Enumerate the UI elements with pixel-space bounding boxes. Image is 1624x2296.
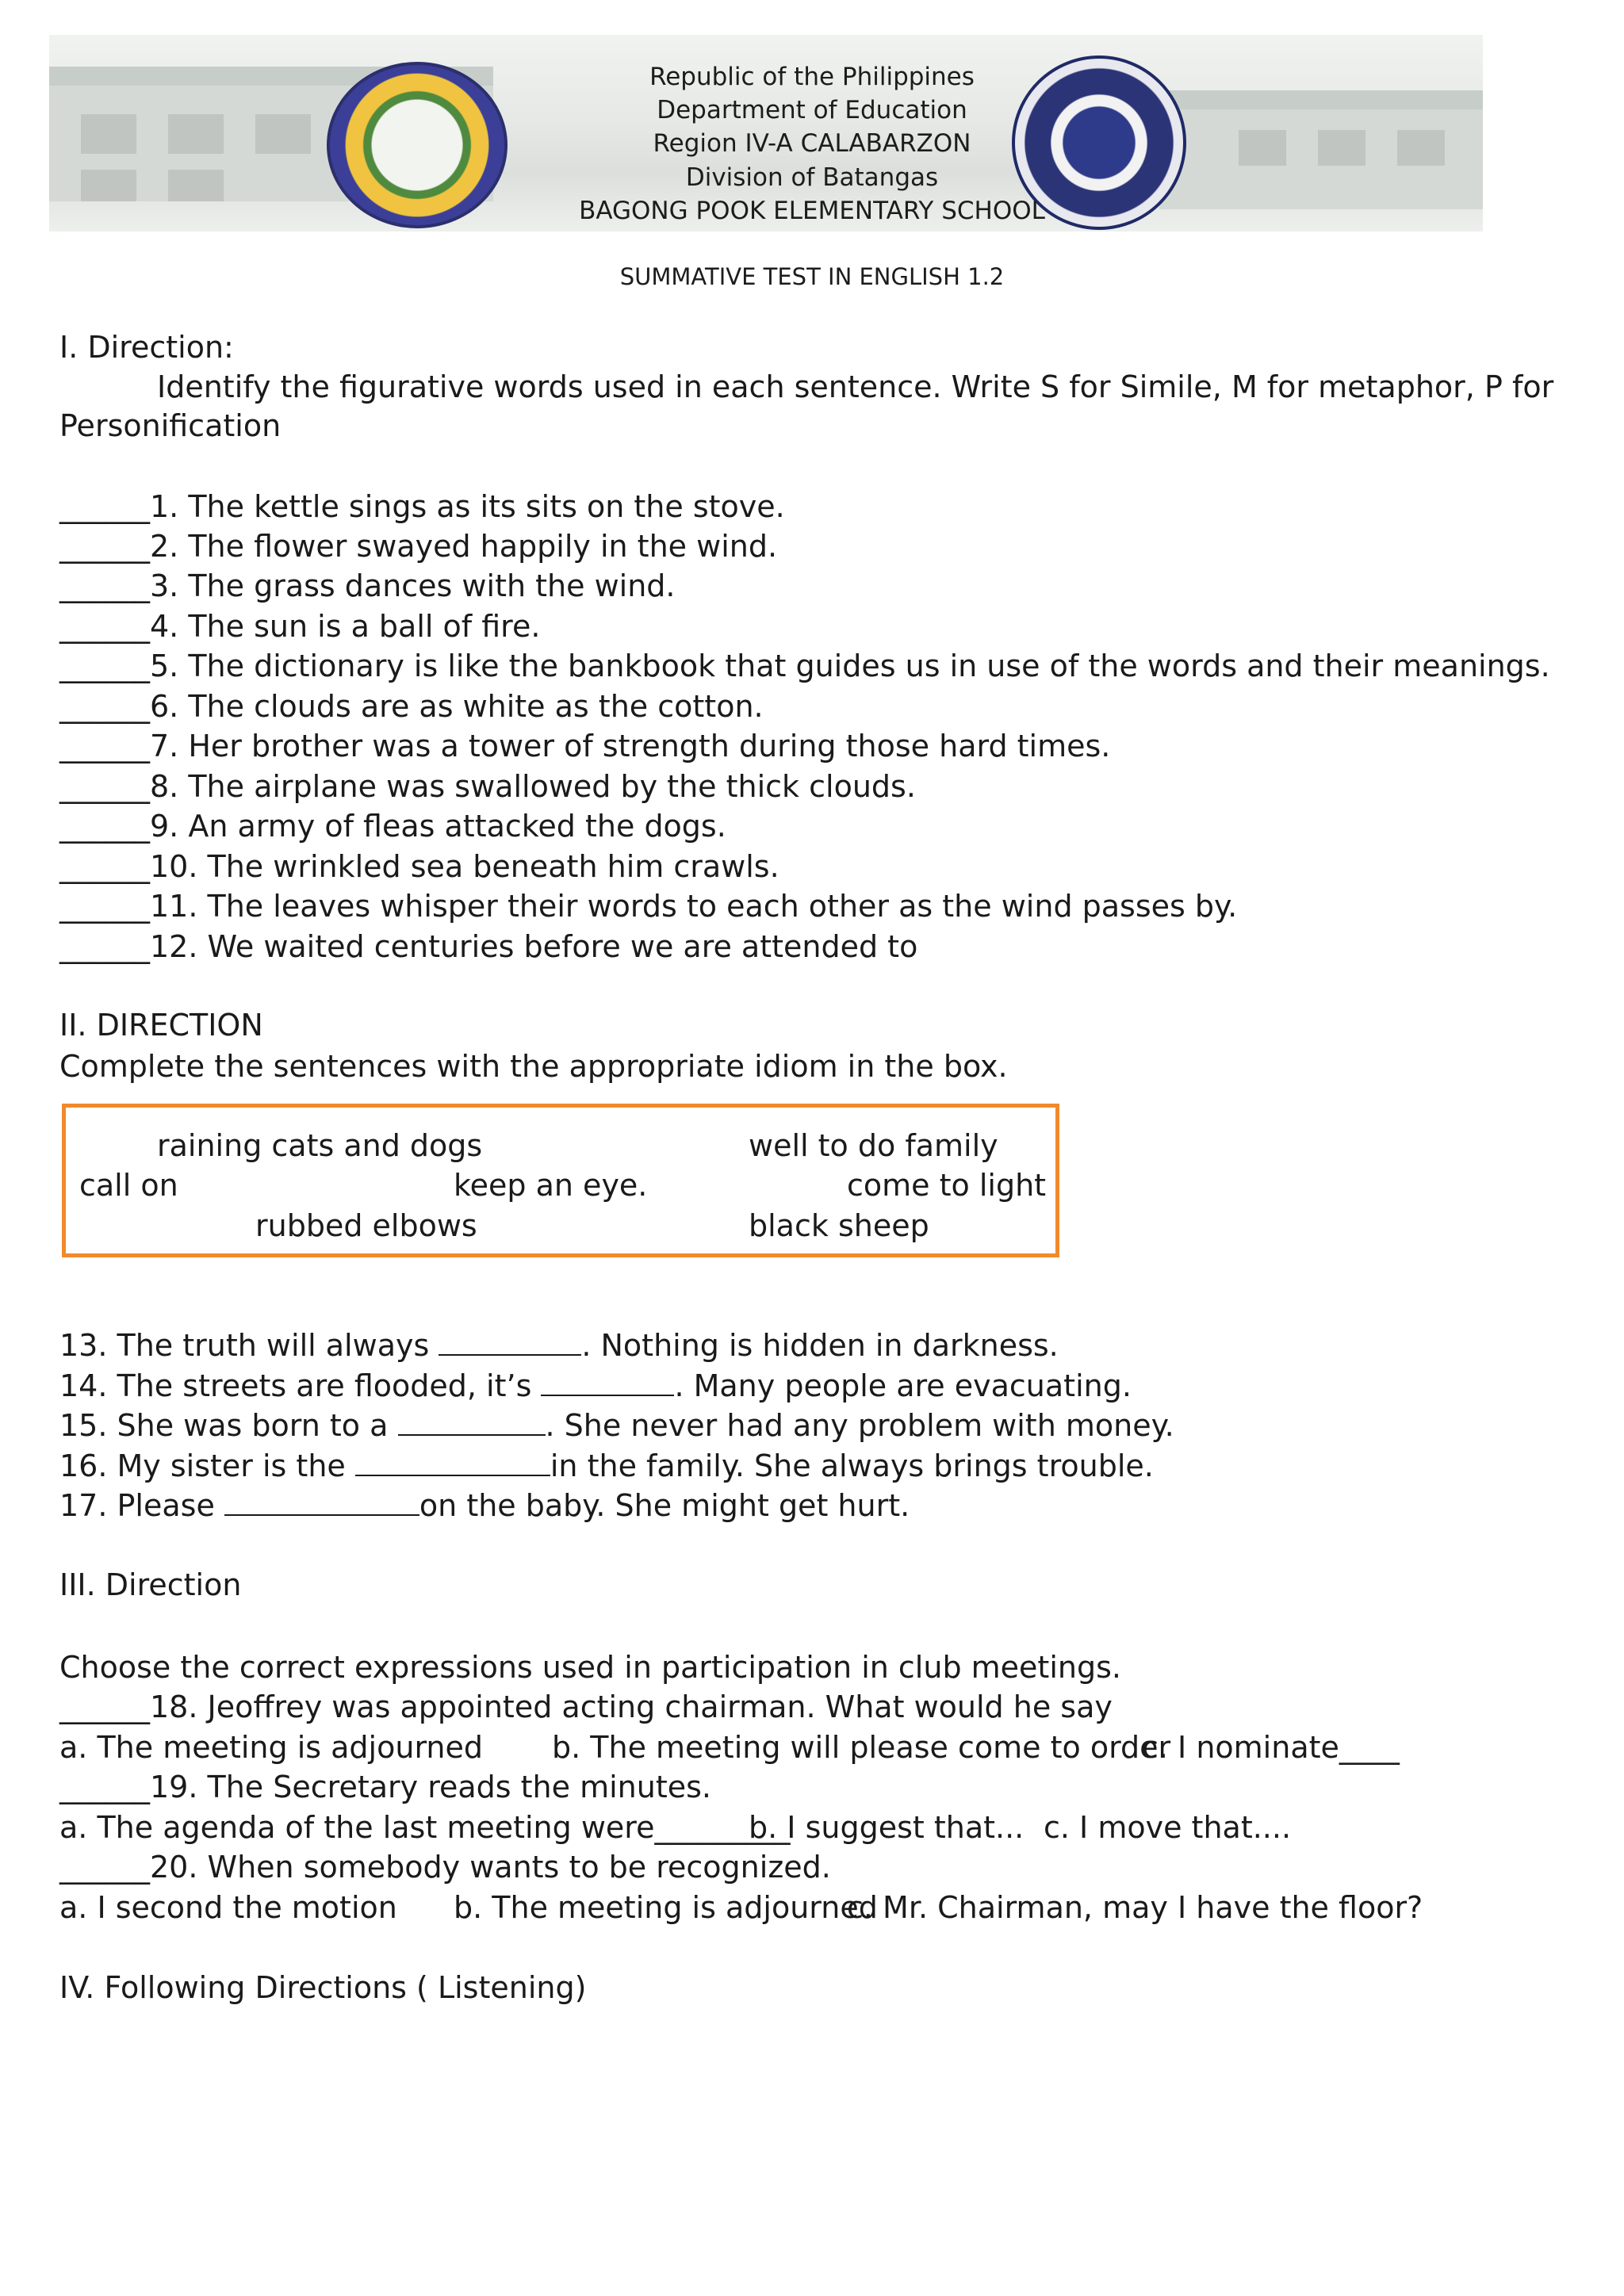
part3-instruction: Choose the correct expressions used in participation in club meetings. xyxy=(59,1650,1121,1685)
part1-heading: I. Direction: xyxy=(59,330,234,365)
idiom-option: black sheep xyxy=(749,1208,929,1243)
list-item: ______7. Her brother was a tower of strength during those hard times. xyxy=(59,729,1111,763)
option: b. The meeting is adjourned xyxy=(454,1890,878,1925)
idiom-option: keep an eye. xyxy=(454,1168,648,1203)
answer-blank[interactable] xyxy=(541,1368,674,1396)
question: ______18. Jeoffrey was appointed acting chairman. What would he say xyxy=(59,1689,1113,1724)
list-item: ______11. The leaves whisper their words to each other as the wind passes by. xyxy=(59,889,1238,924)
header-line: Region IV-A CALABARZON xyxy=(653,129,971,158)
list-item: ______6. The clouds are as white as the cotton. xyxy=(59,689,764,724)
part1-instruction: Identify the figurative words used in each sentence. Write S for Simile, M for metaphor, P for xyxy=(157,369,1554,404)
fill-in-item: 15. She was born to a . She never had any problem with money. xyxy=(59,1408,1174,1443)
list-item: ______3. The grass dances with the wind. xyxy=(59,568,676,603)
idiom-option: call on xyxy=(79,1168,178,1203)
option: c. I move that.... xyxy=(1044,1810,1292,1845)
answer-blank[interactable] xyxy=(439,1327,581,1356)
option: a. I second the motion xyxy=(59,1890,397,1925)
option: b. The meeting will please come to order xyxy=(552,1730,1171,1765)
list-item: ______10. The wrinkled sea beneath him crawls. xyxy=(59,849,779,884)
part2-instruction: Complete the sentences with the appropriate idiom in the box. xyxy=(59,1049,1008,1084)
header-line: BAGONG POOK ELEMENTARY SCHOOL xyxy=(579,197,1045,225)
list-item: ______4. The sun is a ball of fire. xyxy=(59,609,541,644)
list-item: ______5. The dictionary is like the bankbook that guides us in use of the words and their meanings. xyxy=(59,649,1550,683)
answer-blank[interactable] xyxy=(398,1407,546,1436)
idiom-option: rubbed elbows xyxy=(255,1208,477,1243)
question: ______19. The Secretary reads the minutes. xyxy=(59,1770,711,1804)
option: c. I nominate____ xyxy=(1142,1730,1400,1765)
option: a. The agenda of the last meeting were_________ xyxy=(59,1810,791,1845)
option: b. I suggest that... xyxy=(749,1810,1025,1845)
list-item: ______8. The airplane was swallowed by the thick clouds. xyxy=(59,769,916,804)
header-line: Division of Batangas xyxy=(685,163,939,192)
option: c. Mr. Chairman, may I have the floor? xyxy=(847,1890,1423,1925)
part2-heading: II. DIRECTION xyxy=(59,1008,263,1043)
test-title: SUMMATIVE TEST IN ENGLISH 1.2 xyxy=(619,263,1005,290)
idiom-option: raining cats and dogs xyxy=(157,1128,483,1163)
list-item: ______9. An army of fleas attacked the dogs. xyxy=(59,809,726,844)
answer-blank[interactable] xyxy=(224,1487,419,1516)
question: ______20. When somebody wants to be recognized. xyxy=(59,1850,831,1885)
list-item: ______12. We waited centuries before we are attended to xyxy=(59,929,918,964)
part3-heading: III. Direction xyxy=(59,1567,242,1602)
fill-in-item: 13. The truth will always . Nothing is hidden in darkness. xyxy=(59,1328,1059,1363)
header-line: Department of Education xyxy=(657,96,967,124)
answer-blank[interactable] xyxy=(355,1448,550,1476)
fill-in-item: 14. The streets are flooded, it’s . Many people are evacuating. xyxy=(59,1368,1132,1403)
header-line: Republic of the Philippines xyxy=(649,63,975,91)
part1-instruction-cont: Personification xyxy=(59,408,282,443)
list-item: ______1. The kettle sings as its sits on the stove. xyxy=(59,489,785,524)
list-item: ______2. The flower swayed happily in the wind. xyxy=(59,529,778,564)
fill-in-item: 17. Please on the baby. She might get hurt. xyxy=(59,1488,910,1523)
idiom-option: well to do family xyxy=(749,1128,998,1163)
idiom-option: come to light xyxy=(847,1168,1047,1203)
part4-heading: IV. Following Directions ( Listening) xyxy=(59,1970,587,2005)
fill-in-item: 16. My sister is the in the family. She always brings trouble. xyxy=(59,1448,1154,1483)
option: a. The meeting is adjourned xyxy=(59,1730,483,1765)
